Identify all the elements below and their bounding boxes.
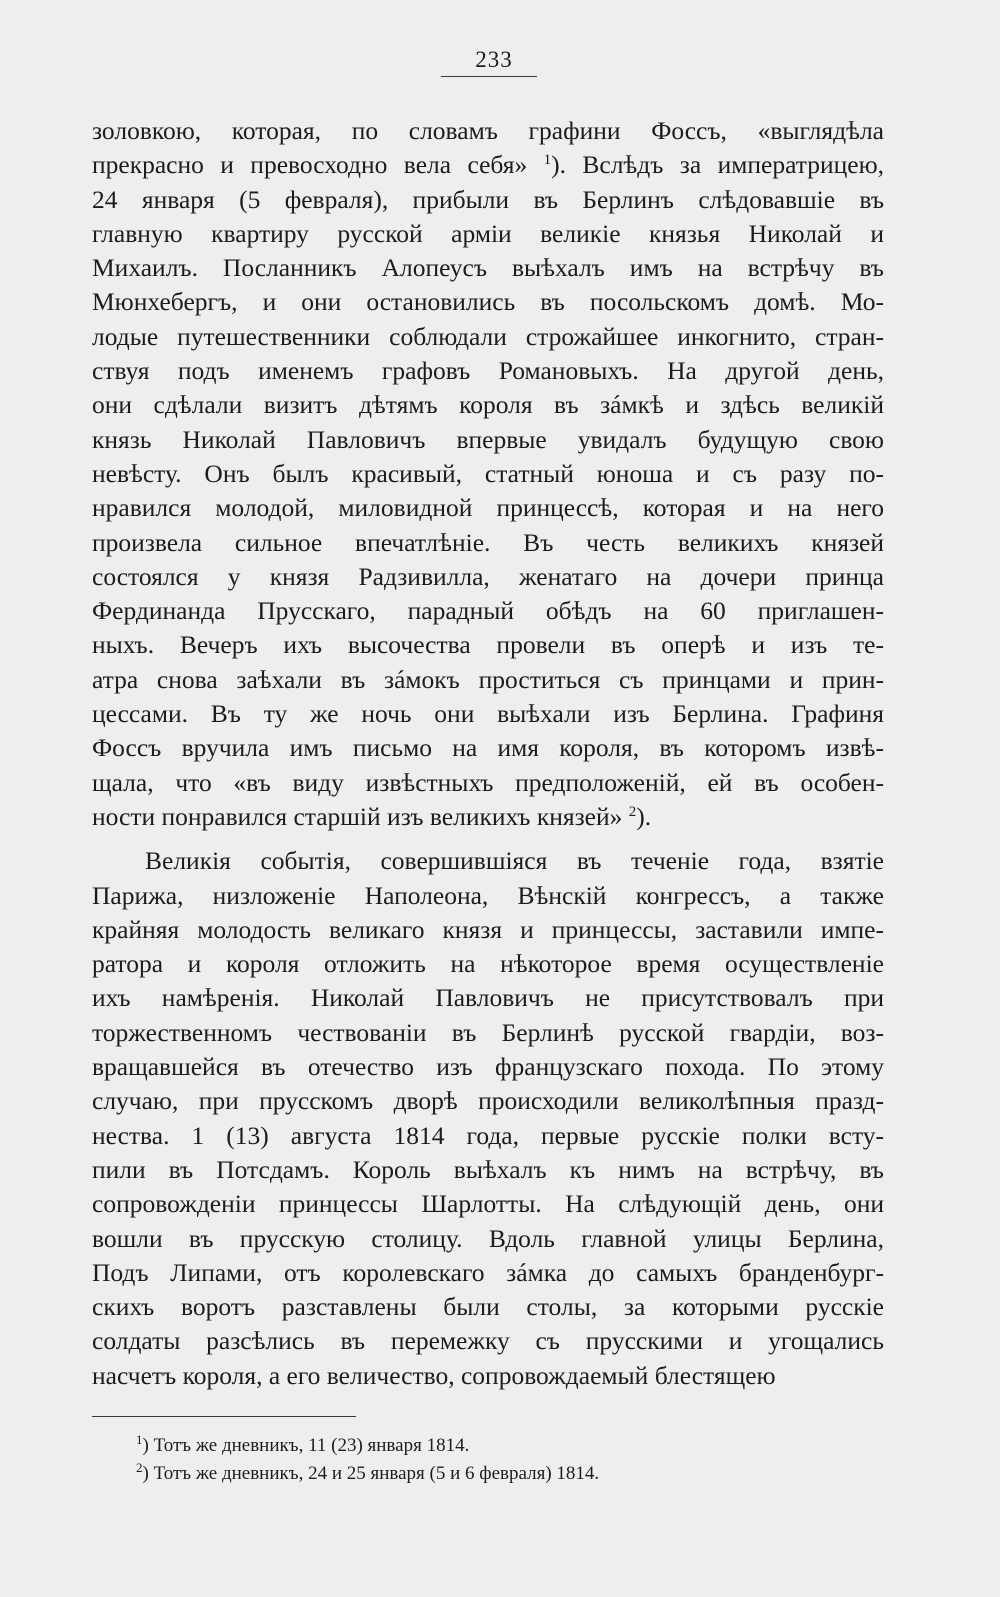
footnote-marker: 1 — [543, 152, 552, 169]
text-line: Фердинанда Прусскаго, парадный обѣдъ на 60 приглашен- — [92, 596, 884, 626]
text-line: ности понравился старшій изъ великихъ князей» $^2$). — [92, 801, 652, 831]
text-line: солдаты разсѣлись въ перемежку съ прусскими и угощались — [92, 1326, 884, 1356]
text-line: торжественномъ чествованіи въ Берлинѣ русской гвардіи, воз- — [92, 1017, 884, 1047]
text-line: крайняя молодость великаго князя и принцессы, заставили импе- — [92, 914, 884, 944]
paragraph — [92, 844, 884, 1393]
text-line: главную квартиру русской арміи великіе князья Николай и — [92, 218, 884, 248]
footnote: $^1$) Тотъ же дневникъ, 11 (23) января 1814. — [136, 1432, 470, 1456]
text-line: нества. 1 (13) августа 1814 года, первые русскіе полки всту- — [92, 1120, 884, 1150]
text-line: прекрасно и превосходно вела себя» $^1$). Вслѣдъ за императрицею, — [92, 150, 884, 180]
text-line: щала, что «въ виду извѣстныхъ предположеній, ей въ особен- — [92, 767, 884, 797]
text-line: невѣсту. Онъ былъ красивый, статный юноша и съ разу по- — [92, 458, 884, 488]
text-line: пили въ Потсдамъ. Король выѣхалъ къ нимъ на встрѣчу, въ — [92, 1154, 884, 1184]
text-line: ныхъ. Вечеръ ихъ высочества провели въ оперѣ и изъ те- — [92, 630, 884, 660]
text-line: насчетъ короля, а его величество, сопровождаемый блестящею — [92, 1360, 776, 1390]
text-line: они сдѣлали визитъ дѣтямъ короля въ зáмкѣ и здѣсь великій — [92, 390, 884, 420]
footnote-marker: 2 — [628, 803, 637, 820]
text-line: Мюнхебергъ, и они остановились въ посольскомъ домѣ. Мо- — [92, 287, 884, 317]
paragraph — [92, 114, 884, 834]
text-line: Подъ Липами, отъ королевскаго зáмка до самыхъ бранденбург- — [92, 1257, 884, 1287]
footnote: $^2$) Тотъ же дневникъ, 24 и 25 января (5 и 6 февраля) 1814. — [136, 1460, 600, 1484]
footnote-separator — [92, 1416, 356, 1417]
text-line: золовкою, которая, по словамъ графини Фоссъ, «выглядѣла — [92, 116, 884, 145]
text-line: князь Николай Павловичъ впервые увидалъ будущую свою — [92, 424, 884, 454]
text-line: сопровожденіи принцессы Шарлотты. На слѣдующій день, они — [92, 1189, 884, 1219]
text-line: 24 января (5 февраля), прибыли въ Берлинъ слѣдовавшіе въ — [92, 184, 884, 214]
text-line: Фоссъ вручила имъ письмо на имя короля, въ которомъ извѣ- — [92, 733, 884, 763]
footnote-marker: 2 — [136, 1460, 143, 1475]
text-line: нравился молодой, миловидной принцессѣ, которая и на него — [92, 493, 884, 523]
body-text — [92, 114, 884, 1393]
footnotes — [136, 1432, 896, 1488]
text-line: вращавшейся въ отечество изъ французскаго похода. По этому — [92, 1052, 884, 1082]
footnote-marker: 1 — [136, 1432, 143, 1447]
page-number: 233 — [475, 47, 513, 72]
text-line: вошли въ прусскую столицу. Вдоль главной улицы Берлина, — [92, 1223, 884, 1253]
text-line: Парижа, низложеніе Наполеона, Вѣнскій конгрессъ, а также — [92, 880, 884, 910]
text-line: ратора и короля отложить на нѣкоторое время осуществленіе — [92, 949, 884, 979]
text-line: случаю, при прусскомъ дворѣ происходили великолѣпныя празд- — [92, 1086, 884, 1116]
text-line: Михаилъ. Посланникъ Алопеусъ выѣхалъ имъ на встрѣчу въ — [92, 253, 884, 283]
text-line: произвела сильное впечатлѣніе. Въ честь великихъ князей — [92, 527, 884, 557]
text-line: атра снова заѣхали въ зáмокъ проститься съ принцами и прин- — [92, 664, 884, 694]
text-line: Великія событія, совершившіяся въ теченіе года, взятіе — [145, 846, 884, 876]
text-line: ихъ намѣренія. Николай Павловичъ не присутствовалъ при — [92, 983, 884, 1013]
text-line: цессами. Въ ту же ночь они выѣхали изъ Берлина. Графиня — [92, 699, 884, 729]
text-line: скихъ воротъ разставлены были столы, за которыми русскіе — [92, 1292, 884, 1322]
text-line: состоялся у князя Радзивилла, женатаго на дочери принца — [92, 561, 884, 591]
text-line: лодые путешественники соблюдали строжайшее инкогнито, стран- — [92, 321, 884, 351]
text-line: ствуя подъ именемъ графовъ Романовыхъ. На другой день, — [92, 356, 884, 386]
page-number-rule — [441, 76, 537, 77]
